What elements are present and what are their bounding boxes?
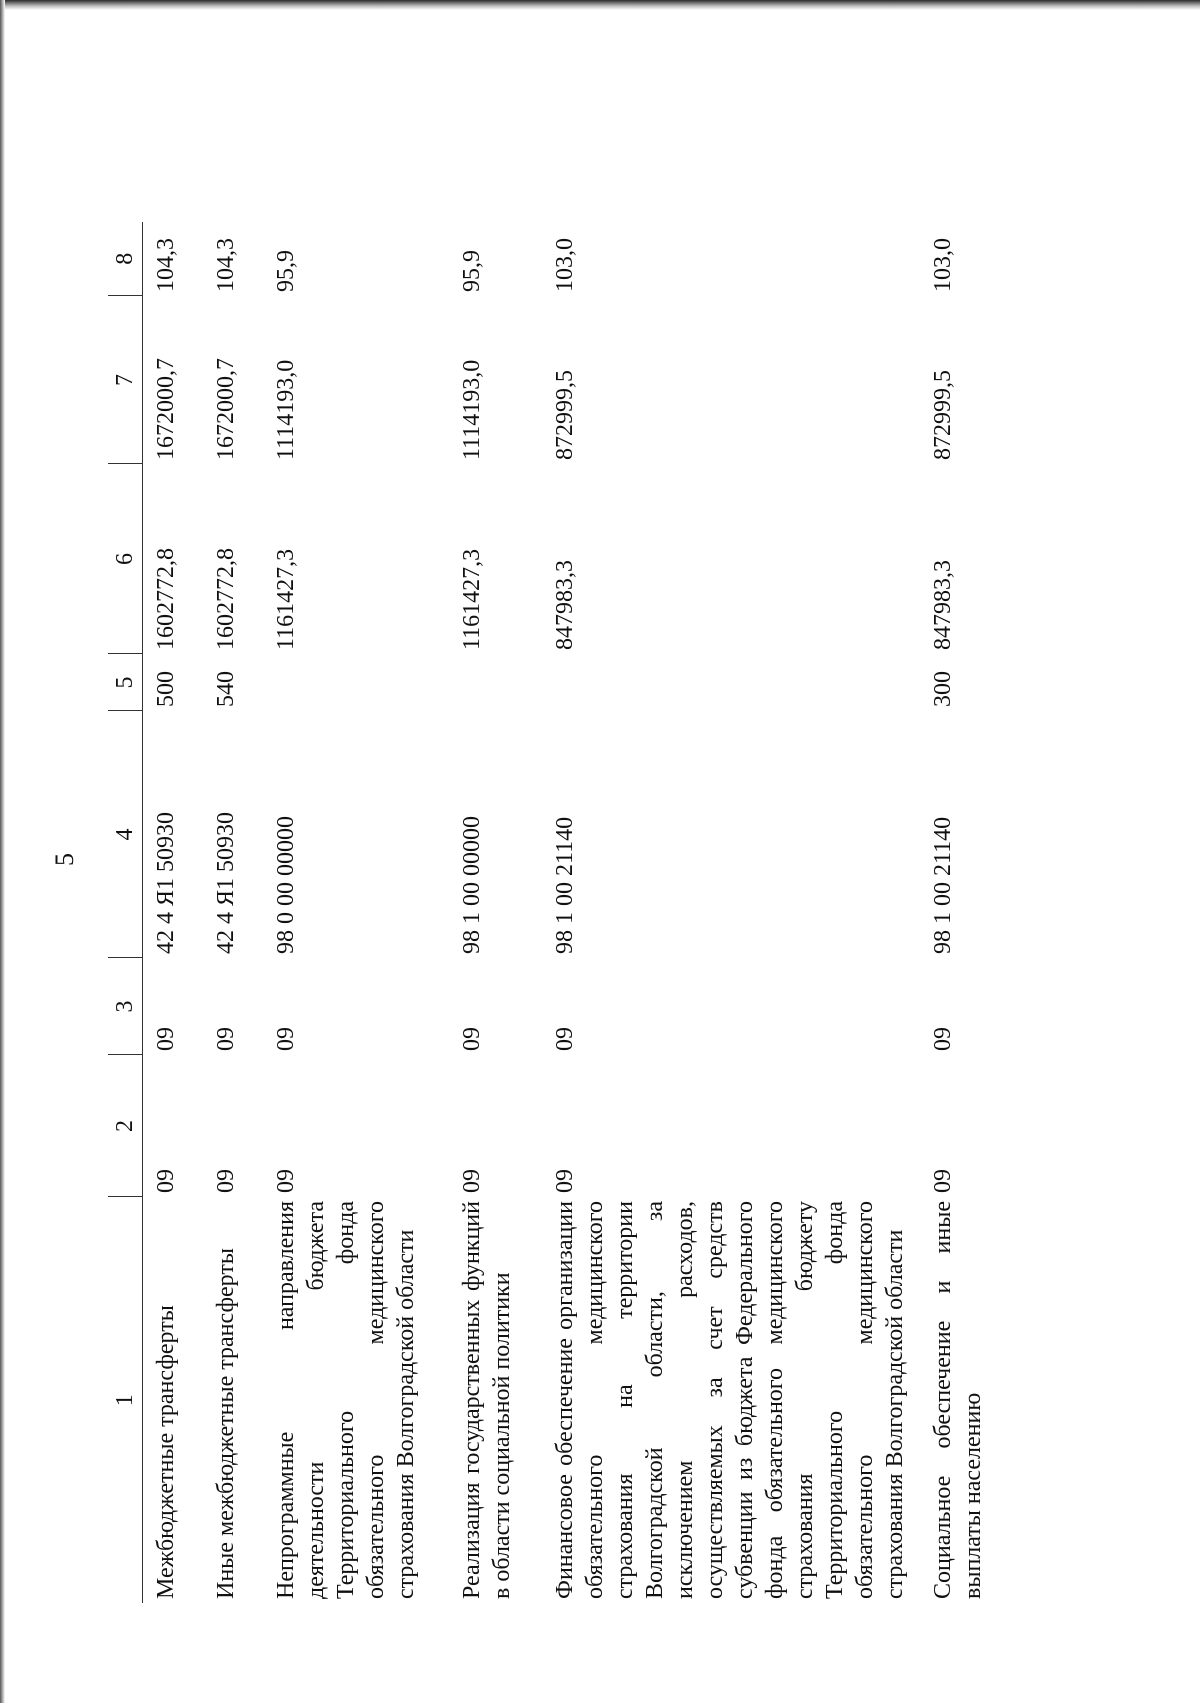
table-row: [449, 222, 542, 1603]
percent-col-8: 95,9: [273, 250, 299, 292]
expense-type-code: 300: [930, 671, 956, 707]
table-row: [263, 222, 449, 1603]
percent-col-8: 104,3: [153, 238, 179, 292]
col-header-7: 7: [108, 296, 143, 464]
subsection-code: 09: [552, 1027, 578, 1051]
amount-col-6: 847983,3: [552, 560, 578, 650]
subsection-code: 09: [930, 1027, 956, 1051]
section-code: 09: [552, 1169, 578, 1193]
subsection-code: 09: [153, 1027, 179, 1051]
row-name: Межбюджетные трансферты: [153, 1305, 179, 1599]
percent-col-8: 95,9: [459, 250, 485, 292]
subsection-code: 09: [459, 1027, 485, 1051]
table-row: [143, 222, 204, 1603]
amount-col-7: 872999,5: [930, 370, 956, 460]
amount-col-6: 1602772,8: [153, 548, 179, 650]
row-name: Социальное обеспечение и иные выплаты населению: [930, 1201, 986, 1599]
amount-col-6: 847983,3: [930, 560, 956, 650]
amount-col-7: 1672000,7: [153, 358, 179, 460]
section-code: 09: [153, 1169, 179, 1193]
amount-col-7: 1672000,7: [213, 358, 239, 460]
table-row: [542, 222, 920, 1603]
row-name: Иные межбюджетные трансферты: [213, 1248, 239, 1599]
target-article-code: 98 1 00 21140: [930, 816, 956, 954]
percent-col-8: 103,0: [552, 238, 578, 292]
budget-table: [108, 222, 1008, 1603]
expense-type-code: 500: [153, 671, 179, 707]
row-name: Финансовое обеспечение организации обязательного медицинского страхования на территории Волгоградской области, за исключением расходов, осуществляемых за счет средств субвенции из бюджета Федерального фонда обязательного медицинского страхования бюджету Территориального фонда обязательного медицинского страхования Волгоградской области: [552, 1201, 908, 1599]
row-name: Непрограммные направления деятельности бюджета Территориального фонда обязательного медицинского страхования Волгоградской области: [273, 1201, 419, 1599]
header-row: [108, 222, 143, 1603]
row-name: Реализация государственных функций в области социальной политики: [459, 1201, 515, 1599]
expense-type-code: [263, 654, 449, 711]
col-header-1: 1: [108, 1197, 143, 1603]
expense-type-code: [542, 654, 920, 711]
col-header-5: 5: [108, 654, 143, 711]
section-code: 09: [930, 1169, 956, 1193]
expense-type-code: 540: [213, 671, 239, 707]
col-header-4: 4: [108, 711, 143, 958]
table-row: [920, 222, 1008, 1603]
col-header-3: 3: [108, 958, 143, 1055]
target-article-code: 98 1 00 21140: [552, 816, 578, 954]
col-header-8: 8: [108, 222, 143, 296]
col-header-6: 6: [108, 464, 143, 654]
percent-col-8: 103,0: [930, 238, 956, 292]
target-article-code: 42 4 Я1 50930: [153, 811, 179, 954]
section-code: 09: [459, 1169, 485, 1193]
percent-col-8: 104,3: [213, 238, 239, 292]
section-code: 09: [213, 1169, 239, 1193]
col-header-2: 2: [108, 1055, 143, 1197]
subsection-code: 09: [273, 1027, 299, 1051]
table-row: [203, 222, 263, 1603]
amount-col-6: 1161427,3: [273, 548, 299, 650]
target-article-code: 98 0 00 00000: [273, 816, 299, 954]
amount-col-7: 872999,5: [552, 370, 578, 460]
section-code: 09: [273, 1169, 299, 1193]
amount-col-6: 1161427,3: [459, 548, 485, 650]
amount-col-7: 1114193,0: [459, 359, 485, 460]
target-article-code: 42 4 Я1 50930: [213, 811, 239, 954]
target-article-code: 98 1 00 00000: [459, 816, 485, 954]
amount-col-7: 1114193,0: [273, 359, 299, 460]
amount-col-6: 1602772,8: [213, 548, 239, 650]
page-number: 5: [50, 853, 79, 866]
expense-type-code: [449, 654, 542, 711]
subsection-code: 09: [213, 1027, 239, 1051]
